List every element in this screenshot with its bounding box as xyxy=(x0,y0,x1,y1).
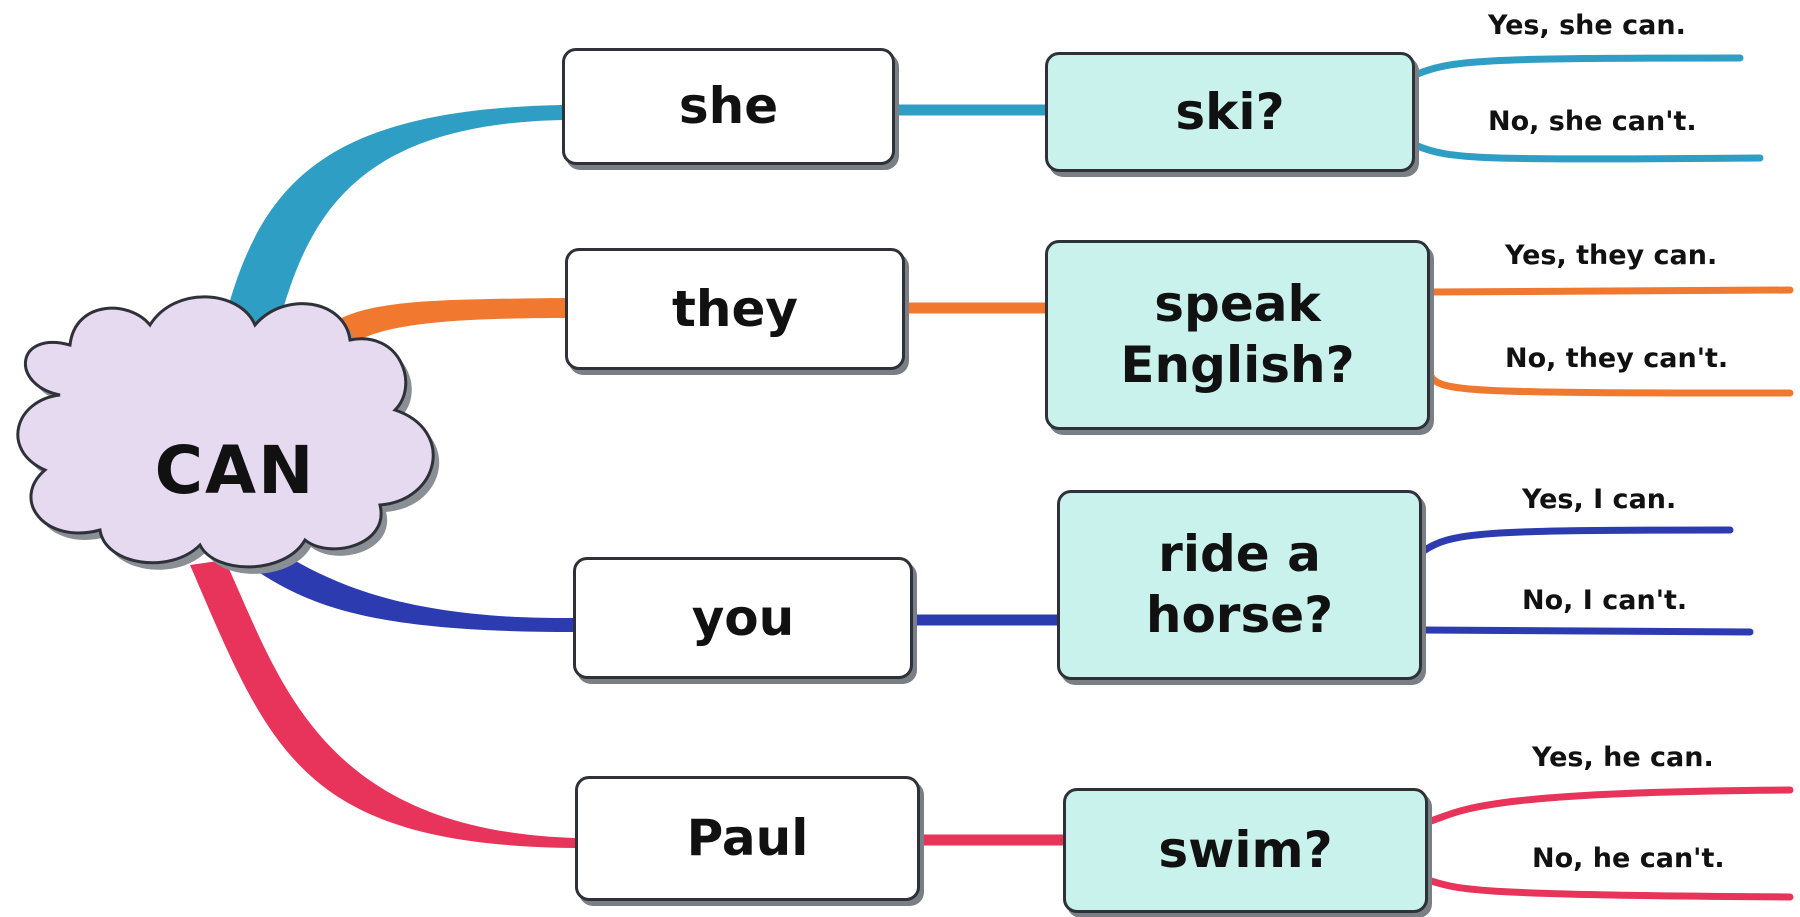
question-line: ski? xyxy=(1175,82,1285,141)
question-box-ski xyxy=(1045,52,1415,172)
question-box-ride-a-horse xyxy=(1057,490,1422,680)
question-box-swim xyxy=(1063,788,1428,913)
question-line: English? xyxy=(1120,336,1355,394)
answer-yes: Yes, they can. xyxy=(1505,240,1718,271)
answer-yes: Yes, she can. xyxy=(1488,10,1686,41)
answer-yes: Yes, he can. xyxy=(1532,742,1714,773)
center-label: CAN xyxy=(154,431,316,509)
answer-yes: Yes, I can. xyxy=(1522,484,1677,515)
answer-no: No, she can't. xyxy=(1488,106,1697,137)
question-line: horse? xyxy=(1145,586,1334,644)
question-line: ride a xyxy=(1158,525,1321,583)
subject-box-paul: Paul xyxy=(575,776,920,901)
answer-no: No, I can't. xyxy=(1522,585,1688,616)
question-line: speak xyxy=(1154,275,1321,333)
subject-box-you: you xyxy=(573,557,913,679)
subject-box-she: she xyxy=(562,48,895,165)
question-line: swim? xyxy=(1158,821,1333,879)
subject-box-they: they xyxy=(565,248,905,370)
answer-no: No, he can't. xyxy=(1532,843,1725,874)
answer-no: No, they can't. xyxy=(1505,343,1729,374)
question-box-speak-english xyxy=(1045,240,1430,430)
